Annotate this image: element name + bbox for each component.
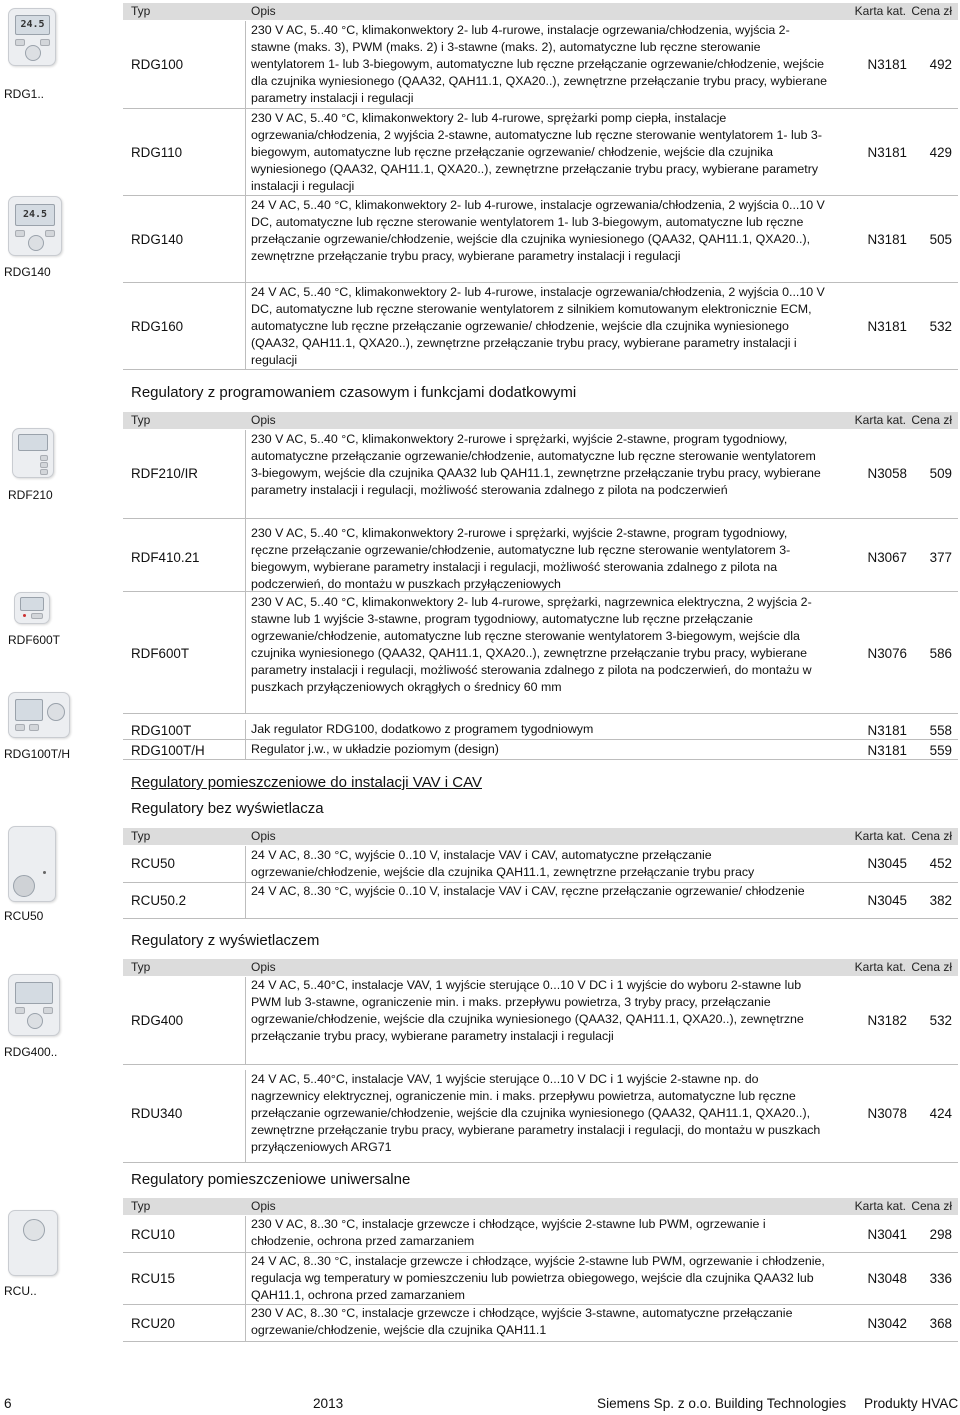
product-description: 230 V AC, 5..40 °C, klimakonwektory 2-rurowe i sprężarki, wyjście 2-stawne, program tygodniowy, automatyczne przełączanie ogrzewanie/chłodzenie, automatyczne lub ręczne sterowanie wentylatorem 3-biegowym, wejście dla czujnika QAA32 lub QAH11.1, zewnętrzne przełączanie trybu pracy, wybierane parametry instalacji i regulacji, możliwość sterowania zdalnego z pilota na podczerwień: [251, 432, 821, 498]
knob: [13, 875, 35, 897]
column-divider: [245, 1216, 246, 1252]
catalog-card: N3181: [867, 57, 907, 72]
rcu50-photo: [8, 826, 56, 902]
button: [40, 469, 48, 475]
catalog-card: N3181: [867, 743, 907, 758]
catalog-card: N3058: [867, 466, 907, 481]
product-code: RCU20: [131, 1316, 175, 1331]
catalog-card: N3181: [867, 723, 907, 738]
product-description: 230 V AC, 5..40 °C, klimakonwektory 2- lub 4-rurowe, sprężarki pomp ciepła, instalacje ogrzewania/chłodzenia, 2 wyjścia 2-stawne, automatyczne lub ręczne sterowanie wentylatorem 1- lub 3-biegowym, automatyczne lub ręczne przełączanie ogrzewanie/ chłodzenie, wejście dla czujnika wyniesionego (QAA32, QAH11.1, QXA20..), zewnętrzne przełączanie trybu pracy, wybierane parametry instalacji i regulacji: [251, 111, 822, 194]
column-divider: [245, 1305, 246, 1341]
product-code: RDF410.21: [131, 550, 200, 565]
footer-year: 2013: [313, 1396, 344, 1411]
section-title: Regulatory pomieszczeniowe uniwersalne: [131, 1171, 411, 1188]
product-description: 230 V AC, 8..30 °C, instalacje grzewcze i chłodzące, wyjście 2-stawne lub PWM, ogrzewanie i chłodzenie, ochrona przed zamarzaniem: [251, 1217, 766, 1249]
catalog-card: N3181: [867, 319, 907, 334]
product-description: 24 V AC, 5..40°C, instalacje VAV, 1 wyjście sterujące 0...10 V DC i 1 wyjście 2-stawne np. do nagrzewnicy elektrycznej, ograniczenie min. i maks. przepływu powietrza, automatyczne lub ręczne przełączanie ogrzewanie/chłodzenie, wejście dla czujnika wyniesionego (QAA32, QAH11.1, QXA20..), zewnętrzne przełączanie trybu pracy, wybierane parametry instalacji i regulacji, do montażu w puszkach przyłączeniowych ARG71: [251, 1072, 821, 1155]
table-row: [123, 21, 958, 109]
header-cena: Cena zł: [911, 413, 952, 427]
header-opis: Opis: [251, 960, 276, 974]
table-row: [123, 977, 958, 1065]
section-title: Regulatory z programowaniem czasowym i funkcjami dodatkowymi: [131, 384, 577, 401]
indicator-dot: [43, 871, 46, 874]
header-cena: Cena zł: [911, 960, 952, 974]
column-divider: [245, 283, 246, 369]
header-karta: Karta kat.: [854, 829, 906, 843]
column-divider: [245, 1253, 246, 1304]
price: 558: [929, 723, 952, 738]
header-karta: Karta kat.: [854, 1199, 906, 1213]
product-code: RDG100T: [131, 723, 192, 738]
header-cena: Cena zł: [911, 1199, 952, 1213]
table-row: [123, 519, 958, 592]
footer-company: Siemens Sp. z o.o. Building Technologies: [597, 1396, 847, 1411]
price: 505: [929, 232, 952, 247]
header-cena: Cena zł: [911, 4, 952, 18]
product-code: RCU50: [131, 856, 175, 871]
table-row: [123, 430, 958, 519]
table-row: [123, 740, 958, 760]
table-row: [123, 1216, 958, 1253]
page-number: 6: [4, 1396, 12, 1411]
footer-division: Produkty HVAC: [864, 1396, 959, 1411]
price: 424: [929, 1106, 952, 1121]
product-description: 24 V AC, 8..30 °C, wyjście 0..10 V, instalacje VAV i CAV, ręczne przełączanie ogrzewanie/ chłodzenie: [251, 884, 805, 898]
table-header: [123, 1198, 958, 1215]
header-opis: Opis: [251, 4, 276, 18]
indicator-dot: [23, 614, 26, 617]
button: [15, 724, 25, 731]
table-header: [123, 3, 958, 20]
price: 382: [929, 893, 952, 908]
display-screen: 24.5: [15, 204, 55, 226]
column-divider: [245, 720, 246, 739]
button: [43, 1007, 53, 1014]
price: 532: [929, 319, 952, 334]
product-code: RCU15: [131, 1271, 175, 1286]
product-code: RDG100: [131, 57, 184, 72]
product-description: 230 V AC, 8..30 °C, instalacje grzewcze i chłodzące, wyjście 3-stawne, automatyczne przełączanie ogrzewanie/chłodzenie, wejście dla czujnika QAH11.1: [251, 1306, 793, 1338]
price: 532: [929, 1013, 952, 1028]
product-code: RDG400: [131, 1013, 184, 1028]
knob: [27, 1013, 43, 1029]
button: [29, 724, 39, 731]
column-divider: [245, 196, 246, 282]
price: 509: [929, 466, 952, 481]
table-row: [123, 1305, 958, 1342]
column-divider: [245, 519, 246, 591]
knob: [25, 45, 41, 61]
rdg1-photo: [8, 8, 56, 66]
product-code: RDG110: [131, 145, 183, 160]
button: [15, 1007, 25, 1014]
catalog-card: N3045: [867, 893, 907, 908]
product-description: 24 V AC, 5..40 °C, klimakonwektory 2- lub 4-rurowe, instalacje ogrzewania/chłodzenia, 2 wyjścia 0...10 V DC, automatyczne lub ręczne sterowanie wentylatorem 1- lub 3-biegowym, automatyczne lub ręczne przełączanie ogrzewanie/chłodzenie, wejście dla czujnika wyniesionego (QAA32, QAH11.1, QXA20..), zewnętrzne przełączanie trybu pracy, wybierane parametry instalacji i regulacji: [251, 198, 825, 264]
product-code: RDF600T: [131, 646, 190, 661]
column-divider: [245, 846, 246, 882]
button-right: [40, 39, 50, 46]
table-row: [123, 883, 958, 919]
price: 377: [929, 550, 952, 565]
display-screen: [20, 597, 44, 611]
section-subtitle: Regulatory bez wyświetlacza: [131, 800, 324, 817]
product-code: RDG140: [131, 232, 184, 247]
catalog-card: N3048: [867, 1271, 907, 1286]
header-opis: Opis: [251, 413, 276, 427]
header-cena: Cena zł: [911, 829, 952, 843]
product-description: 24 V AC, 5..40°C, instalacje VAV, 1 wyjście sterujące 0...10 V DC i 1 wyjście do wyboru 2-stawne lub PWM lub 3-stawne, ograniczenie min. i maks. przepływu powietrza, 3 tryby pracy, przełączanie ogrzewanie/chłodzenie, wejście dla czujnika wyniesionego (QAA32, QAH11.1, QXA20..), zewnętrzne przełączanie trybu pracy, wybierane parametry instalacji i regulacji: [251, 978, 804, 1044]
product-code: RCU10: [131, 1227, 175, 1242]
product-description: 230 V AC, 5..40 °C, klimakonwektory 2- lub 4-rurowe, sprężarki, nagrzewnica elektryczna, 2 wyjścia 2-stawne lub 1 wyjście 3-stawne, program tygodniowy, automatyczne lub ręczne przełączanie ogrzewanie/chłodzenie, automatyczne lub ręczne sterowanie wentylatorem 3-biegowym, wejście dla czujnika wyniesionego (QAA32, QAH11.1, QXA20..), zewnętrzne przełączanie trybu pracy, wybierane parametry instalacji i regulacji, możliwość sterowania zdalnego z pilota na podczerwień, do montażu w puszkach przyłączeniowych okrągłych o średnicy 60 mm: [251, 595, 812, 695]
display-screen: [18, 434, 48, 451]
photo-caption-rdg400: RDG400..: [4, 1045, 58, 1059]
table-row: [123, 109, 958, 196]
section-title: Regulatory pomieszczeniowe do instalacji VAV i CAV: [131, 774, 482, 791]
photo-caption-rcu50: RCU50: [4, 909, 44, 923]
header-typ: Typ: [131, 4, 151, 18]
table-row: [123, 196, 958, 283]
price: 298: [929, 1227, 952, 1242]
header-typ: Typ: [131, 1199, 151, 1213]
product-description: Regulator j.w., w układzie poziomym (design): [251, 742, 499, 756]
column-divider: [245, 592, 246, 713]
rdf210-photo: [12, 428, 54, 478]
photo-caption-rdg1: RDG1..: [4, 87, 45, 101]
header-karta: Karta kat.: [854, 960, 906, 974]
product-description: 24 V AC, 8..30 °C, wyjście 0..10 V, instalacje VAV i CAV, automatyczne przełączanie ogrzewanie/chłodzenie, wejście dla czujnika QAH11.1, zewnętrzne przełączanie trybu pracy: [251, 848, 755, 880]
button-right: [45, 230, 55, 237]
table-row: [123, 1253, 958, 1305]
display-screen: [15, 982, 53, 1004]
header-typ: Typ: [131, 960, 151, 974]
display-screen: [15, 699, 43, 721]
header-karta: Karta kat.: [854, 413, 906, 427]
button-left: [15, 39, 25, 46]
header-opis: Opis: [251, 1199, 276, 1213]
table-header: [123, 828, 958, 845]
catalog-card: N3045: [867, 856, 907, 871]
column-divider: [245, 21, 246, 108]
product-code: RDG100T/H: [131, 743, 205, 758]
photo-caption-rdg100th: RDG100T/H: [4, 747, 71, 761]
header-typ: Typ: [131, 413, 151, 427]
column-divider: [245, 430, 246, 518]
product-code: RDU340: [131, 1106, 183, 1121]
photo-caption-rdf600t: RDF600T: [8, 633, 61, 647]
table-header: [123, 959, 958, 976]
knob: [23, 1219, 45, 1241]
header-opis: Opis: [251, 829, 276, 843]
display-screen: 24.5: [15, 15, 50, 35]
rdg400-photo: [8, 974, 60, 1036]
column-divider: [245, 977, 246, 1064]
product-code: RDG160: [131, 319, 184, 334]
product-description: 24 V AC, 8..30 °C, instalacje grzewcze i chłodzące, wyjście 2-stawne lub PWM, ogrzewanie i chłodzenie, regulacja wg temperatury w pomieszczeniu lub powietrza obiegowego, wejście dla czujnika QAA32 lub QAH11.1, ochrona przed zamarzaniem: [251, 1254, 825, 1303]
section-title: Regulatory z wyświetlaczem: [131, 932, 320, 949]
catalog-card: N3042: [867, 1316, 907, 1331]
product-code: RDF210/IR: [131, 466, 198, 481]
column-divider: [245, 740, 246, 759]
product-description: 230 V AC, 5..40 °C, klimakonwektory 2- lub 4-rurowe, instalacje ogrzewania/chłodzenia, wyjścia 2-stawne (maks. 3), PWM (maks. 2) i 3-stawne (maks. 2), automatyczne lub ręczne sterowanie wentylatorem 1- lub 3-biegowym, automatyczne lub ręczne przełączanie ogrzewanie/chłodzenie, wejście dla czujnika wyniesionego (QAA32, QAH11.1, QXA20..), zewnętrzne przełączanie trybu pracy, wybierane parametry instalacji i regulacji: [251, 23, 827, 106]
header-typ: Typ: [131, 829, 151, 843]
header-karta: Karta kat.: [854, 4, 906, 18]
rdg100th-photo: [8, 692, 70, 738]
button: [40, 462, 48, 468]
catalog-card: N3067: [867, 550, 907, 565]
catalog-card: N3041: [867, 1227, 907, 1242]
product-description: 24 V AC, 5..40 °C, klimakonwektory 2- lub 4-rurowe, instalacje ogrzewania/chłodzenia, 2 wyjścia 0...10 V DC, automatyczne lub ręczne sterowanie wentylatorem z silnikiem komutowanym elektronicznie ECM, automatyczne lub ręczne przełączanie ogrzewanie/ chłodzenie, wejście dla czujnika wyniesionego (QAA32, QAH11.1, QXA20..), zewnętrzne przełączanie trybu pracy, wybierane parametry instalacji i regulacji: [251, 285, 825, 368]
button-left: [15, 230, 25, 237]
table-header: [123, 412, 958, 429]
table-row: [123, 283, 958, 370]
product-description: 230 V AC, 5..40 °C, klimakonwektory 2-rurowe i sprężarki, wyjście 2-stawne, program tygodniowy, ręczne przełączanie ogrzewanie/chłodzenie, automatyczne lub ręczne sterowanie wentylatorem 3-biegowym, wybierane parametry instalacji i regulacji, możliwość sterowania zdalnego z pilota na podczerwień, do montażu w puszkach przyłączeniowych: [251, 526, 791, 592]
knob: [47, 703, 65, 721]
price: 492: [929, 57, 952, 72]
catalog-card: N3181: [867, 232, 907, 247]
price: 559: [929, 743, 952, 758]
table-row: [123, 720, 958, 740]
catalog-card: N3182: [867, 1013, 907, 1028]
price: 429: [929, 145, 952, 160]
rcu-photo: [8, 1210, 58, 1276]
price: 368: [929, 1316, 952, 1331]
button: [31, 613, 43, 619]
catalog-card: N3078: [867, 1106, 907, 1121]
table-row: [123, 592, 958, 714]
photo-caption-rdf210: RDF210: [8, 488, 53, 502]
column-divider: [245, 109, 246, 195]
column-divider: [245, 1070, 246, 1162]
catalog-card: N3076: [867, 646, 907, 661]
price: 586: [929, 646, 952, 661]
photo-caption-rdg140: RDG140: [4, 265, 51, 279]
price: 452: [929, 856, 952, 871]
knob: [28, 235, 44, 251]
photo-caption-rcu: RCU..: [4, 1284, 37, 1298]
product-code: RCU50.2: [131, 893, 187, 908]
rdf600t-photo: [14, 592, 50, 624]
price: 336: [929, 1271, 952, 1286]
button: [40, 455, 48, 461]
catalog-card: N3181: [867, 145, 907, 160]
table-row: [123, 1070, 958, 1163]
rdg140-photo: [8, 196, 62, 256]
column-divider: [245, 883, 246, 918]
table-row: [123, 846, 958, 883]
product-description: Jak regulator RDG100, dodatkowo z programem tygodniowym: [251, 722, 594, 736]
